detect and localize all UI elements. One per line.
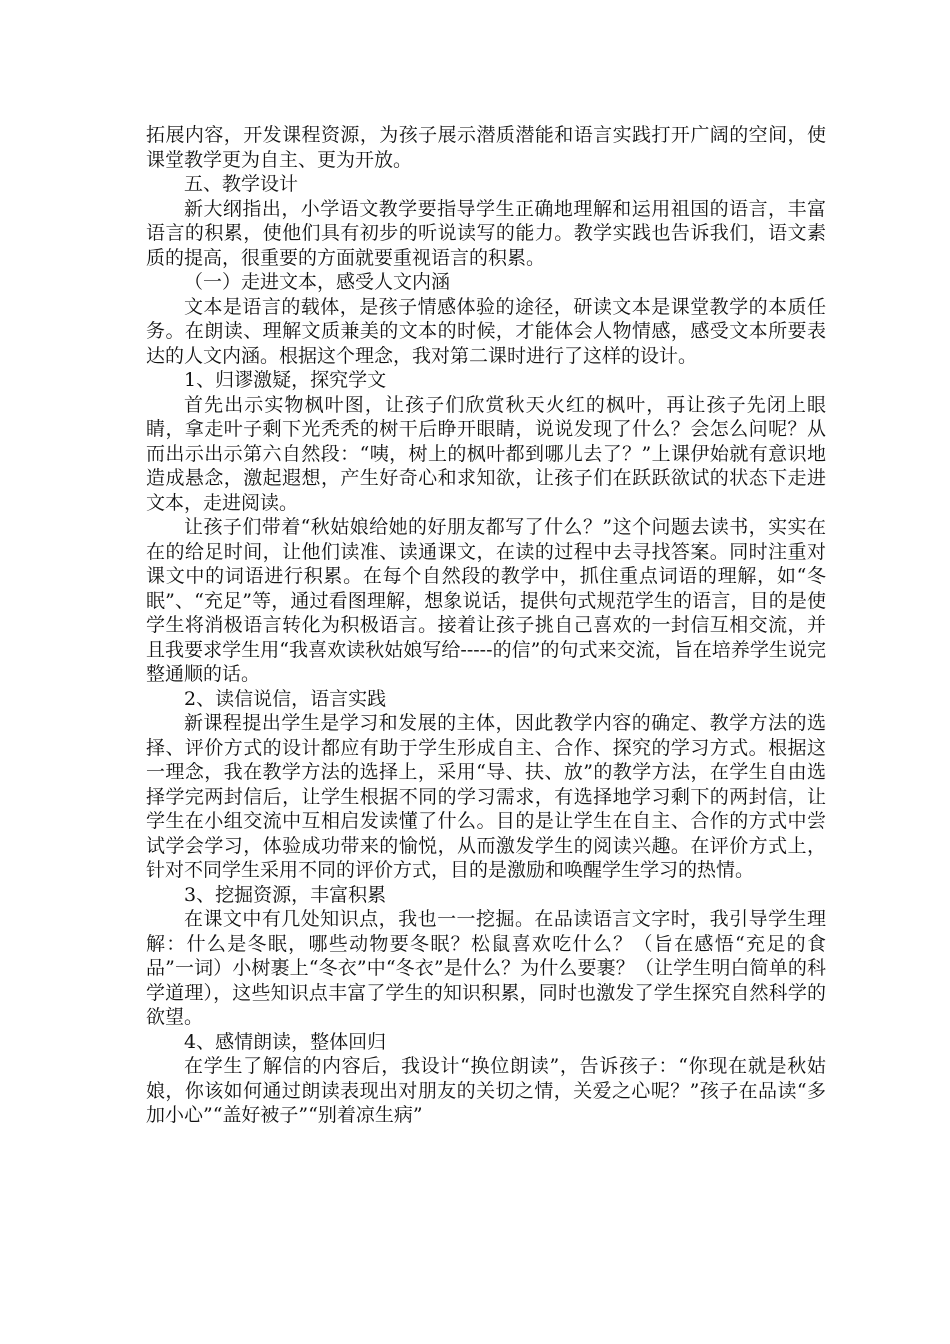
subsection-heading: 3、挖掘资源，丰富积累 [184,883,387,906]
paragraph: 在学生了解信的内容后，我设计“换位朗读”，告诉孩子：“你现在就是秋姑娘，你该如何通过朗读表现出对朋友的关切之情，关爱之心呢？”孩子在品读“多加小心”“盖好被子”“别着凉生病” [146,1055,826,1126]
subsection-heading: （一）走进文本，感受人文内涵 [184,271,451,293]
paragraph: 让孩子们带着“秋姑娘给她的好朋友都写了什么？”这个问题去读书，实实在在的给足时间，让他们读准、读通课文，在读的过程中去寻找答案。同时注重对课文中的词语进行积累。在每个自然段的教学中，抓住重点词语的理解，如“冬眠”、“充足”等，通过看图理解，想象说话，提供句式规范学生的语言，目的是使学生将消极语言转化为积极语言。接着让孩子挑自己喜欢的一封信互相交流，并且我要求学生用“我喜欢读秋姑娘写给-----的信”的句式来交流，旨在培养学生说完整通顺的话。 [146,516,826,685]
document-body [146,123,826,1128]
subsection-heading: 1、归谬激疑，探究学文 [184,369,387,391]
section-heading: 五、教学设计 [184,173,299,195]
subsection-heading: 2、读信说信，语言实践 [184,687,387,710]
paragraph: 在课文中有几处知识点，我也一一挖掘。在品读语言文字时，我引导学生理解：什么是冬眠，哪些动物要冬眠？松鼠喜欢吃什么？（旨在感悟“充足的食品”一词）小树裹上“冬衣”中“冬衣”是什么？为什么要裹？（让学生明白简单的科学道理），这些知识点丰富了学生的知识积累，同时也激发了学生探究自然科学的欲望。 [146,908,826,1028]
subsection-heading: 4、感情朗读，整体回归 [184,1030,387,1053]
paragraph: 文本是语言的载体，是孩子情感体验的途径，研读文本是课堂教学的本质任务。在朗读、理解文质兼美的文本的时候，才能体会人物情感，感受文本所要表达的人文内涵。根据这个理念，我对第二课时进行了这样的设计。 [146,295,826,367]
paragraph: 拓展内容，开发课程资源，为孩子展示潜质潜能和语言实践打开广阔的空间，使课堂教学更为自主、更为开放。 [146,124,826,171]
paragraph: 新大纲指出，小学语文教学要指导学生正确地理解和运用祖国的语言，丰富语言的积累，使他们具有初步的听说读写的能力。教学实践也告诉我们，语文素质的提高，很重要的方面就要重视语言的积累。 [146,197,826,269]
paragraph: 新课程提出学生是学习和发展的主体，因此教学内容的确定、教学方法的选择、评价方式的设计都应有助于学生形成自主、合作、探究的学习方式。根据这一理念，我在教学方法的选择上，采用“导、扶、放”的教学方法，在学生自由选择学完两封信后，让学生根据不同的学习需求，有选择地学习剩下的两封信，让学生在小组交流中互相启发读懂了什么。目的是让学生在自主、合作的方式中尝试学会学习，体验成功带来的愉悦，从而激发学生的阅读兴趣。在评价方式上，针对不同学生采用不同的评价方式，目的是激励和唤醒学生学习的热情。 [146,712,826,881]
paragraph: 首先出示实物枫叶图，让孩子们欣赏秋天火红的枫叶，再让孩子先闭上眼睛，拿走叶子剩下光秃秃的树干后睁开眼睛，说说发现了什么？会怎么问呢？从而出示出示第六自然段：“咦，树上的枫叶都到哪儿去了？”上课伊始就有意识地造成悬念，激起遐想，产生好奇心和求知欲，让孩子们在跃跃欲试的状态下走进文本，走进阅读。 [146,393,826,514]
